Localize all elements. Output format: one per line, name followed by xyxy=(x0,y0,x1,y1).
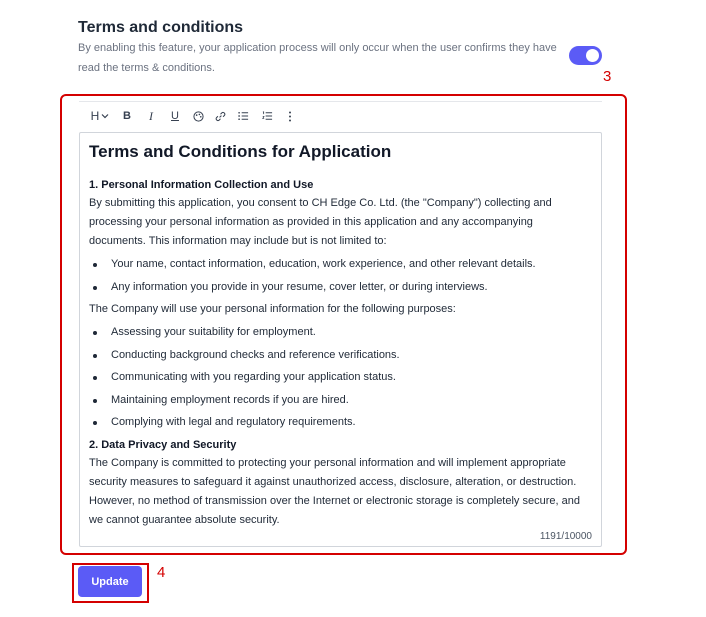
bullet-list-icon[interactable] xyxy=(231,105,255,127)
purposes-intro: The Company will use your personal information for the following purposes: xyxy=(89,303,456,315)
terms-editor[interactable] xyxy=(79,132,602,547)
list-item: Your name, contact information, education, work experience, and other relevant details. xyxy=(89,255,592,274)
terms-toggle[interactable] xyxy=(569,46,602,65)
more-vertical-icon[interactable] xyxy=(279,105,301,127)
italic-icon[interactable]: I xyxy=(149,108,153,123)
purposes-list xyxy=(89,323,592,432)
list-item: Assessing your suitability for employment. xyxy=(89,323,592,342)
annotation-label-4: 4 xyxy=(157,564,166,581)
section1-paragraph: By submitting this application, you consent to CH Edge Co. Ltd. (the "Company") collecting and processing your personal information as provided in this application and any accompanying documents. This information may include but is not limited to: xyxy=(89,197,552,247)
list-item: Any information you provide in your resume, cover letter, or during interviews. xyxy=(89,278,592,297)
toggle-knob xyxy=(586,49,599,62)
section2-paragraph: The Company is committed to protecting your personal information and will implement appropriate security measures to safeguard it against unauthorized access, disclosure, alteration, or destruction. However, no method of transmission over the Internet or electronic storage is completely secure, and we cannot guarantee absolute security. xyxy=(89,456,580,526)
heading-dropdown-icon[interactable]: H xyxy=(85,105,115,127)
update-button[interactable]: Update xyxy=(78,566,142,597)
section-title: Terms and conditions xyxy=(78,19,244,36)
document-title: Terms and Conditions for Application xyxy=(89,142,392,161)
section-description: By enabling this feature, your application process will only occur when the user confirms they have read the terms & conditions. xyxy=(78,42,557,74)
numbered-list-icon[interactable] xyxy=(255,105,279,127)
bold-icon[interactable]: B xyxy=(123,110,131,122)
underline-icon[interactable]: U xyxy=(171,110,179,122)
character-count: 1191/10000 xyxy=(539,531,592,542)
palette-icon[interactable] xyxy=(187,105,209,127)
list-item: Communicating with you regarding your application status. xyxy=(89,368,592,387)
editor-toolbar xyxy=(79,104,602,128)
collected-info-list xyxy=(89,255,592,297)
list-item: Complying with legal and regulatory requirements. xyxy=(89,413,592,432)
annotation-label-3: 3 xyxy=(603,68,612,85)
section1-heading: 1. Personal Information Collection and Use xyxy=(89,179,314,191)
list-item: Maintaining employment records if you are hired. xyxy=(89,391,592,410)
link-icon[interactable] xyxy=(209,105,231,127)
list-item: Conducting background checks and reference verifications. xyxy=(89,346,592,365)
editor-top-divider xyxy=(79,101,602,102)
section2-heading: 2. Data Privacy and Security xyxy=(89,438,237,451)
